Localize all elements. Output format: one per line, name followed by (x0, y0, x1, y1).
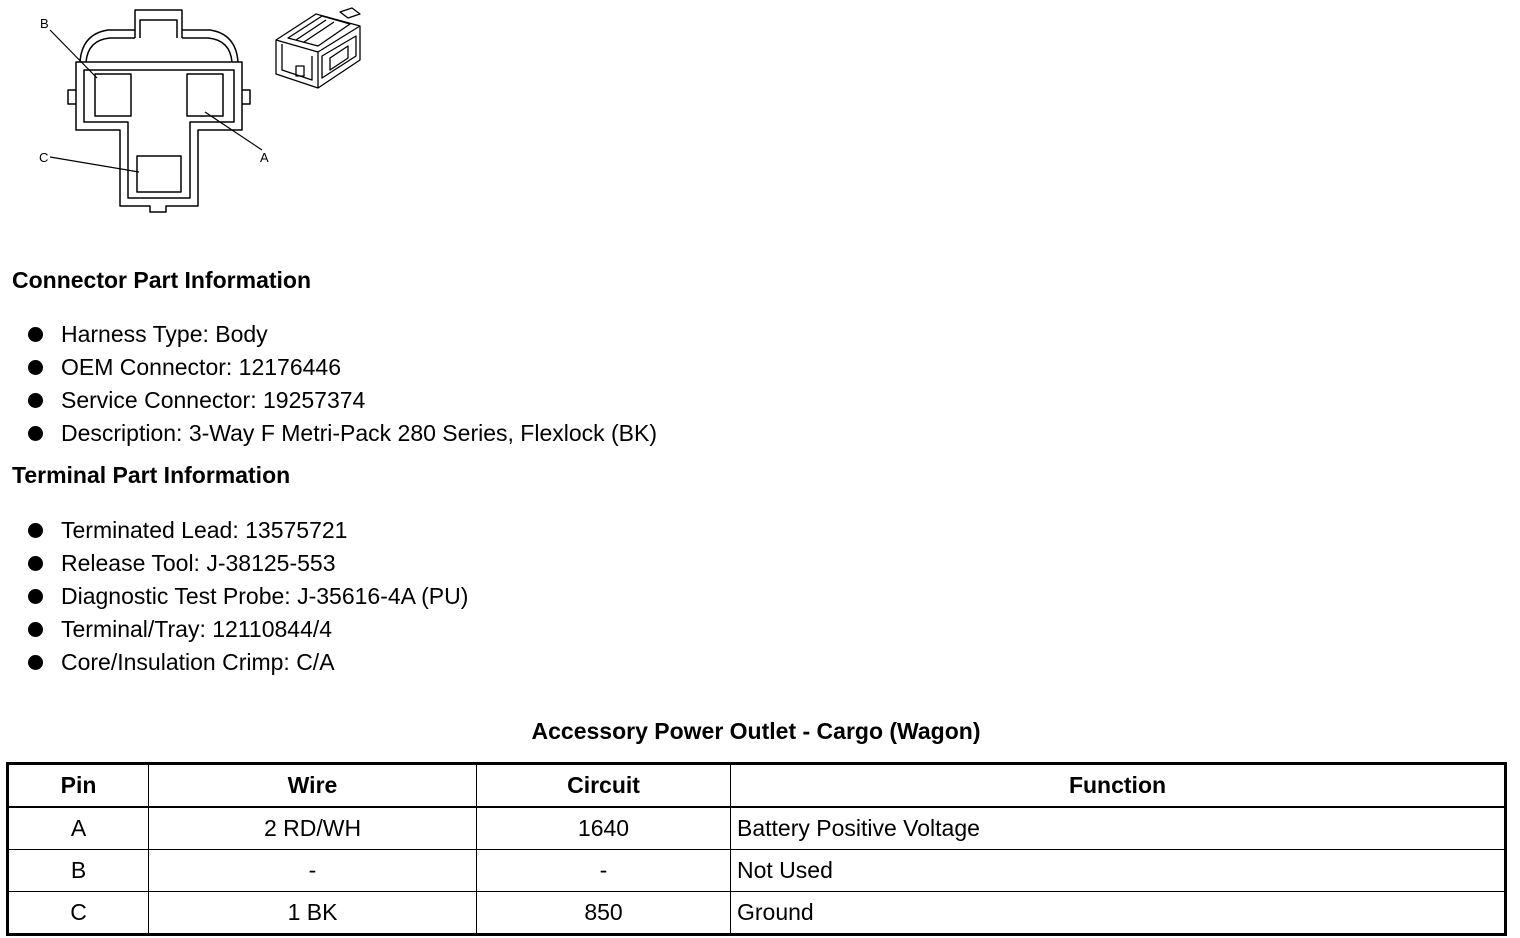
list-item: Diagnostic Test Probe: J-35616-4A (PU) (28, 580, 468, 613)
bullet-icon (28, 327, 43, 342)
column-header-function: Function (731, 764, 1506, 808)
list-item: Harness Type: Body (28, 318, 657, 351)
wire-cell: - (149, 850, 477, 892)
wire-cell: 1 BK (149, 892, 477, 935)
table-row (8, 892, 1506, 935)
bullet-icon (28, 622, 43, 637)
pinout-table (6, 762, 1507, 936)
function-cell: Not Used (731, 850, 1506, 892)
pin-a-label: A (260, 150, 269, 165)
table-title: Accessory Power Outlet - Cargo (Wagon) (531, 718, 981, 744)
bullet-icon (28, 655, 43, 670)
list-item: Core/Insulation Crimp: C/A (28, 646, 468, 679)
pin-b-label: B (40, 16, 49, 31)
table-header-row (8, 764, 1506, 808)
bullet-icon (28, 360, 43, 375)
connector-face-diagram (30, 8, 269, 216)
circuit-cell: - (477, 850, 731, 892)
column-header-pin: Pin (8, 764, 149, 808)
terminal-part-info-list (28, 514, 468, 679)
list-item: Terminated Lead: 13575721 (28, 514, 468, 547)
column-header-wire: Wire (149, 764, 477, 808)
function-cell: Ground (731, 892, 1506, 935)
pin-cell: C (8, 892, 149, 935)
circuit-cell: 1640 (477, 807, 731, 850)
bullet-icon (28, 556, 43, 571)
list-item: Service Connector: 19257374 (28, 384, 657, 417)
bullet-icon (28, 589, 43, 604)
connector-part-info-heading: Connector Part Information (12, 267, 312, 293)
pin-cell: A (8, 807, 149, 850)
bullet-icon (28, 523, 43, 538)
list-item: Terminal/Tray: 12110844/4 (28, 613, 468, 646)
terminal-part-info-heading: Terminal Part Information (12, 462, 291, 488)
table-row (8, 850, 1506, 892)
pin-c-label: C (39, 150, 49, 165)
list-item: OEM Connector: 12176446 (28, 351, 657, 384)
bullet-icon (28, 426, 43, 441)
wire-cell: 2 RD/WH (149, 807, 477, 850)
pin-cell: B (8, 850, 149, 892)
list-item: Release Tool: J-38125-553 (28, 547, 468, 580)
column-header-circuit: Circuit (477, 764, 731, 808)
connector-isometric-icon (268, 6, 368, 98)
table-row (8, 807, 1506, 850)
connector-part-info-list (28, 318, 657, 450)
function-cell: Battery Positive Voltage (731, 807, 1506, 850)
bullet-icon (28, 393, 43, 408)
circuit-cell: 850 (477, 892, 731, 935)
list-item: Description: 3-Way F Metri-Pack 280 Series, Flexlock (BK) (28, 417, 657, 450)
